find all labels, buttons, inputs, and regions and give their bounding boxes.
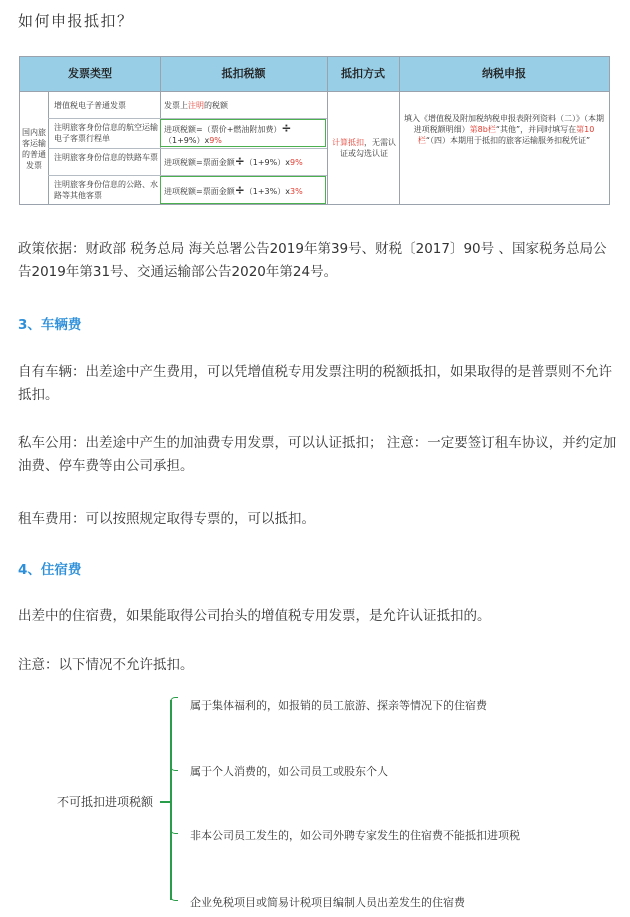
- table-header: [20, 57, 609, 91]
- row-formula-3: 进项税额=票面金额÷（1+9%）x9%: [164, 154, 303, 168]
- private-car-paragraph: 私车公用：出差途中产生的加油费专用发票，可以认证抵扣； 注意：一定要签订租车协议，并约定加油费、停车费等由公司承担。: [18, 435, 617, 474]
- lodging-paragraph: 出差中的住宿费，如果能取得公司抬头的增值税专用发票，是允许认证抵扣的。: [18, 608, 491, 624]
- header-declaration: 纳税申报: [482, 67, 526, 80]
- row-type-1: 增值税电子普通发票: [54, 101, 126, 110]
- deduction-table: [19, 56, 610, 205]
- row-group-label: 国内旅客运输的普通发票: [22, 128, 46, 170]
- row-type-2: 注明旅客身份信息的航空运输电子客票行程单: [54, 123, 158, 143]
- row-formula-4: 进项税额=票面金额÷（1+3%）x3%: [164, 183, 303, 197]
- own-vehicle-paragraph: 自有车辆：出差途中产生费用，可以凭增值税专用发票注明的税额抵扣，如果取得的是普票则不允许抵扣。: [18, 364, 612, 403]
- question-title: 如何申报抵扣？: [18, 12, 134, 30]
- mindmap-item-4: 企业免税项目或简易计税项目编制人员出差发生的住宿费: [190, 896, 465, 909]
- mindmap-item-2: 属于个人消费的，如公司员工或股东个人: [190, 765, 388, 778]
- row-formula-1: 发票上注明的税额: [164, 101, 228, 110]
- car-rental-paragraph: 租车费用：可以按照规定取得专票的，可以抵扣。: [18, 511, 315, 527]
- header-invoice-type: 发票类型: [68, 67, 112, 80]
- mindmap-item-1: 属于集体福利的，如报销的员工旅游、探亲等情况下的住宿费: [190, 699, 487, 712]
- mindmap-item-3: 非本公司员工发生的，如公司外聘专家发生的住宿费不能抵扣进项税: [190, 829, 520, 842]
- declaration-cell: 填入《增值税及附加税纳税申报表附列资料（二）》（本期进项税额明细）第8b栏“其他”，并同时填写在第10栏“（四）本期用于抵扣的旅客运输服务扣税凭证”: [404, 114, 604, 145]
- policy-basis: 政策依据：财政部 税务总局 海关总署公告2019年第39号、财税〔2017〕90号 、国家税务总局公告2019年第31号、交通运输部公告2020年第24号。: [18, 241, 607, 280]
- header-deduct-amount: 抵扣税额: [221, 67, 266, 80]
- mindmap-root: 不可抵扣进项税额: [57, 795, 154, 809]
- note-paragraph: 注意：以下情况不允许抵扣。: [18, 657, 194, 673]
- section-4-title: 4、住宿费: [18, 562, 82, 578]
- row-type-4: 注明旅客身份信息的公路、水路等其他客票: [54, 180, 158, 200]
- section-3-title: 3、车辆费: [18, 317, 82, 333]
- deduct-method-cell: 计算抵扣，无需认证或勾选认证: [332, 138, 396, 158]
- row-type-3: 注明旅客身份信息的铁路车票: [54, 153, 158, 162]
- row-formula-2: 进项税额=（票价+燃油附加费）÷ （1+9%）x9%: [164, 121, 292, 145]
- header-deduct-method: 抵扣方式: [341, 67, 385, 80]
